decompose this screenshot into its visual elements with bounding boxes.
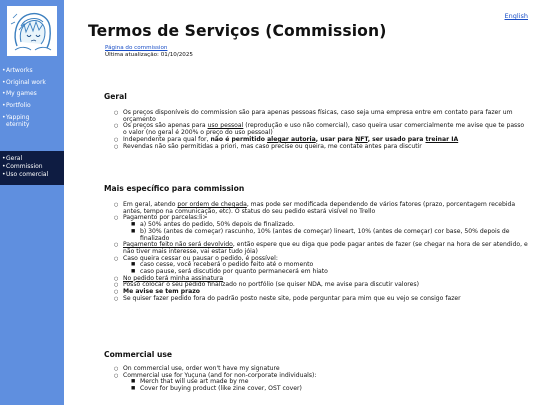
nav-item-label: Artworks <box>6 67 33 74</box>
bullet-icon: • <box>2 162 6 170</box>
section-title-geral: Geral <box>104 92 127 101</box>
list-item <box>114 123 528 136</box>
list-item <box>114 296 528 303</box>
nav-item-artworks[interactable] <box>0 67 64 74</box>
commission-list <box>114 202 528 303</box>
nav-item-label: Geral <box>6 155 23 162</box>
nav-item-label: Uso comercial <box>6 170 49 178</box>
nav-item-label: Original work <box>6 78 46 86</box>
bullet-icon: • <box>2 90 6 98</box>
payment-options-list <box>131 222 528 242</box>
page-title: Termos de Serviços (Commission) <box>88 22 387 40</box>
last-updated: Última atualização: 01/10/2025 <box>105 52 193 58</box>
item-text: Independente para qual for, <box>123 135 211 143</box>
nav-item-label: Yapping eternity <box>6 113 30 129</box>
avatar[interactable] <box>7 6 57 56</box>
sidebar <box>0 0 64 405</box>
nav-item-label: Portfolio <box>6 102 31 110</box>
item-text: Se quiser fazer pedido fora do padrão posto neste site, pode perguntar para mim que eu vejo se consigo fazer <box>123 294 461 302</box>
item-bold: , ser usado para <box>367 135 426 143</box>
item-text: Os preços são apenas para <box>123 122 208 130</box>
nav-item-original-work[interactable] <box>0 79 64 86</box>
item-text: On commercial use, order won't have my signature <box>123 365 280 372</box>
item-text: Caso queira cessar ou pausar o pedido, é possível: <box>123 254 278 262</box>
section-nav-list <box>0 155 64 178</box>
nav-main-list <box>0 67 64 133</box>
nav-item-label: Commission <box>6 162 43 170</box>
sub-list-item: ■ a) 50% antes do pedido, 50% depois de finalizado. <box>131 222 528 229</box>
item-bold-underlined: treinar IA <box>425 135 459 143</box>
section-title-commission: Mais específico para commission <box>104 184 245 193</box>
item-text: Em geral, atendo <box>123 201 178 208</box>
item-underlined: por ordem de chegada <box>177 201 247 208</box>
item-bold-underlined: NFT <box>355 135 368 143</box>
bullet-icon: • <box>2 78 6 86</box>
item-bold: não é permitido <box>210 135 268 143</box>
item-text: (reprodução e uso não comercial), caso queira usar comercialmente me avise que te passo o valor (no geral é 200% o preço do uso pessoal) <box>123 122 525 137</box>
language-link[interactable]: English <box>504 12 528 20</box>
item-underlined: uso pessoal <box>207 122 244 130</box>
nav-item-commission[interactable] <box>0 163 64 170</box>
commercial-sub-list <box>131 379 528 392</box>
item-text: Commercial use for Yuçuna (and for non-corporate individuals): <box>123 371 317 379</box>
sub-list-item: ■ caso pause, será discutido por quanto permanecerá em hiato <box>131 269 528 276</box>
bullet-icon: • <box>2 170 6 178</box>
item-text: Os preços disponíveis do commission são para apenas pessoas físicas, caso seja uma empresa entre em contato para fazer um orçamento <box>123 109 513 123</box>
bullet-icon: • <box>2 113 6 121</box>
avatar-drawing-icon <box>7 6 57 56</box>
geral-list <box>114 110 528 150</box>
item-bold-underlined: alegar autoria <box>267 135 316 143</box>
sub-list-item: ■ b) 30% (antes de começar) rascunho, 10% (antes de começar) lineart, 10% (antes de começar) cor base, 50% depois de finalizado <box>131 229 528 242</box>
pause-options-list <box>131 262 528 275</box>
item-underlined: Pagamento feito não será devolvido <box>123 241 233 249</box>
nav-item-geral[interactable] <box>0 155 64 162</box>
page-header <box>88 22 528 59</box>
item-text: Revendas não são permitidas a priori, mas caso precise ou queira, me contate antes para discutir <box>123 142 422 150</box>
bullet-icon: • <box>2 155 6 162</box>
list-item <box>114 202 528 215</box>
item-text: Posso colocar o seu pedido finalizado no portfólio (se quiser NDA, me avise para discutir valores) <box>123 281 419 289</box>
item-underlined: No pedido terá minha assinatura <box>123 274 224 282</box>
commission-page-link[interactable]: Página do commission <box>105 45 168 51</box>
sub-list-item: ■ Merch that will use art made by me <box>131 379 528 386</box>
nav-item-portfolio[interactable] <box>0 102 64 109</box>
bullet-icon: • <box>2 67 6 74</box>
item-text: , mas pode ser modificada dependendo de vários fatores (prazo, porcentagem recebida antes, tempo na comunicação, etc). O status do seu pedido estará visível no Trello <box>123 201 516 215</box>
list-item <box>114 144 528 151</box>
nav-item-uso-comercial[interactable] <box>0 171 64 178</box>
sub-list-item: ■ caso cesse, você receberá o pedido feito até o momento <box>131 262 528 269</box>
nav-item-label: My games <box>6 90 37 98</box>
item-text: Pagamento por parcelas:li> <box>123 214 208 222</box>
section-title-commercial: Commercial use <box>104 350 173 359</box>
list-item <box>114 110 528 123</box>
commercial-list <box>114 366 528 393</box>
list-item <box>114 373 528 393</box>
nav-item-yapping-eternity[interactable] <box>0 114 46 128</box>
page-meta <box>105 45 528 59</box>
sub-list-item: ■ Cover for buying product (like zine cover, OST cover) <box>131 386 528 393</box>
nav-item-my-games[interactable] <box>0 90 64 97</box>
list-item <box>114 215 528 242</box>
item-text: , então espere que eu diga que pode pagar antes de fazer (se chegar na hora de ser atendido, e não tiver mais interesse, vai estar tudo jóia) <box>123 241 528 255</box>
list-item <box>114 242 528 255</box>
bullet-icon: • <box>2 102 6 110</box>
item-bold: Me avise se tem prazo <box>123 288 200 296</box>
item-bold: , usar para <box>315 135 356 143</box>
list-item <box>114 256 528 276</box>
